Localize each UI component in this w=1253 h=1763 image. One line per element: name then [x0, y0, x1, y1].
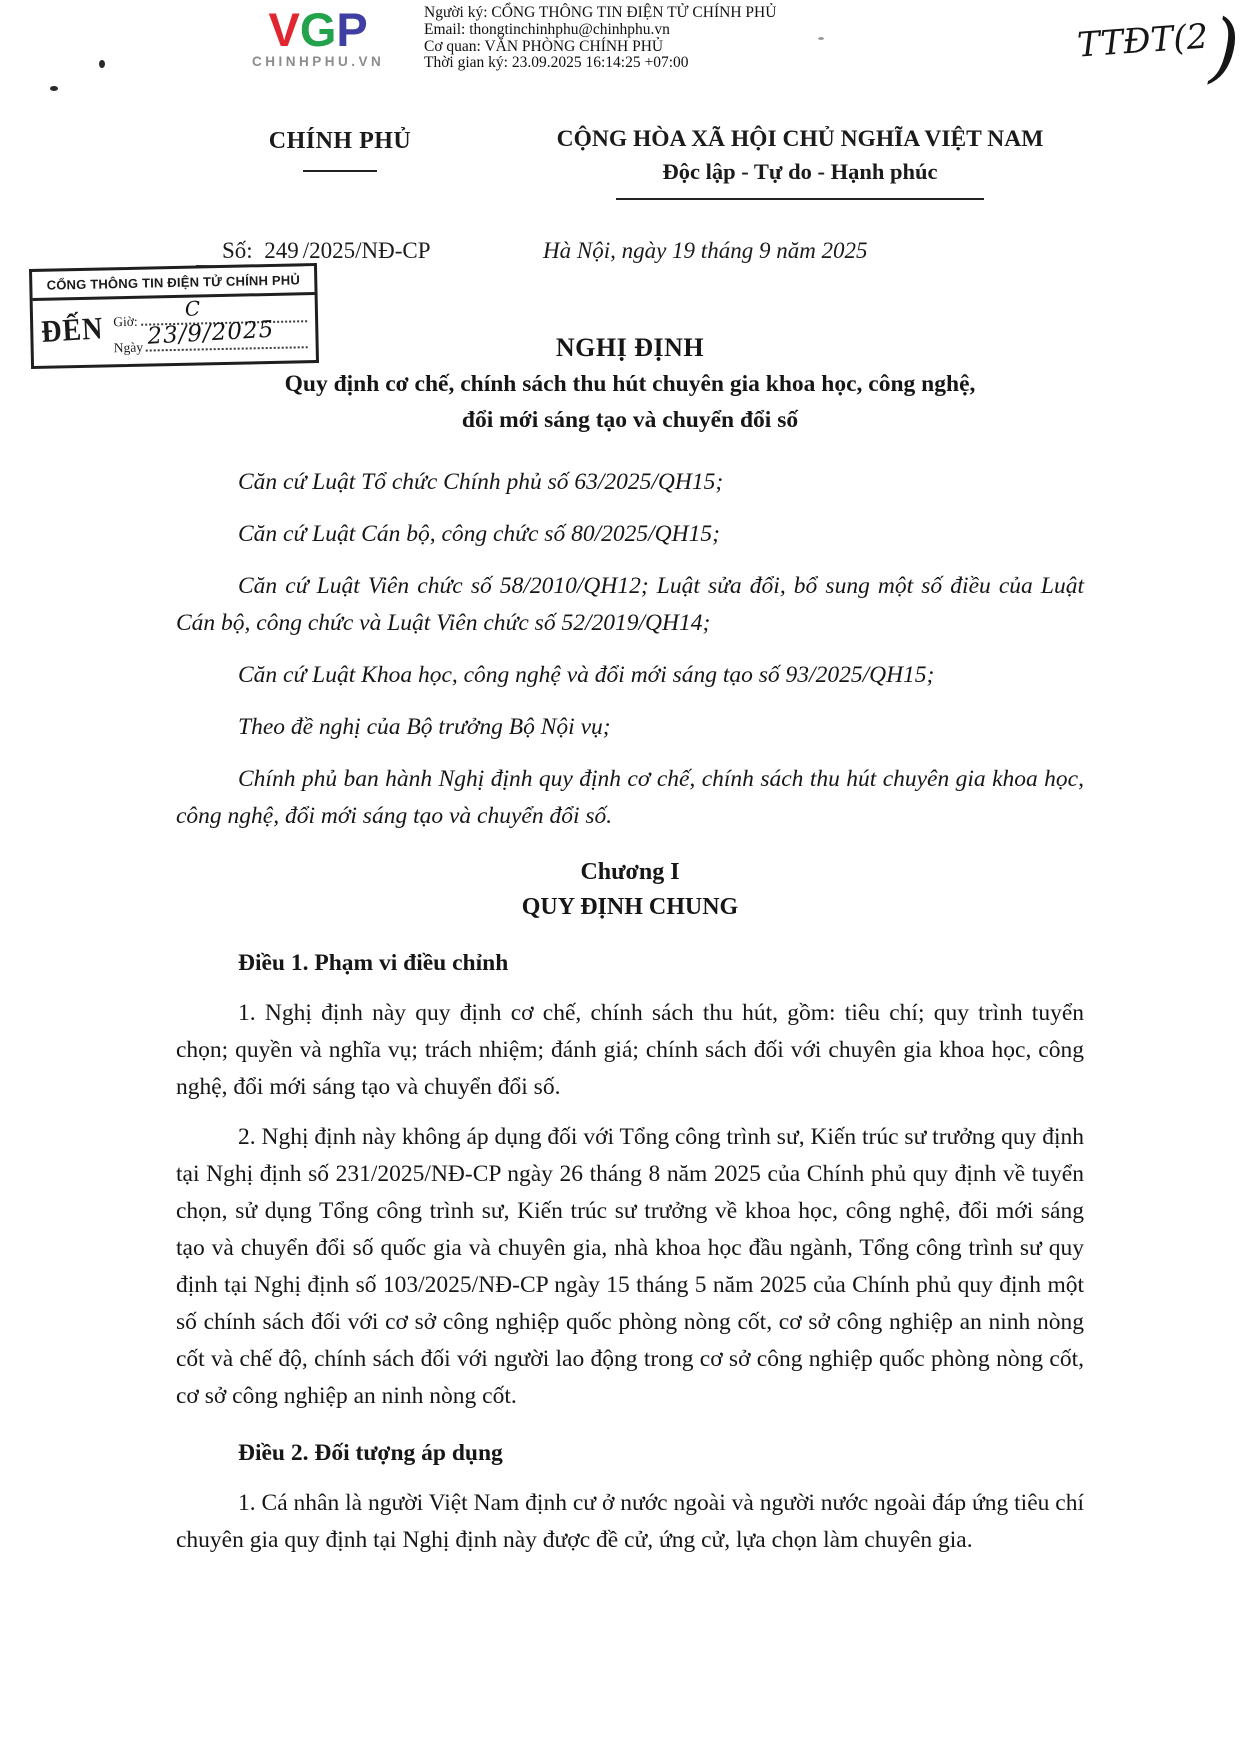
handwritten-note-text: TTĐT(2 — [1075, 16, 1210, 66]
handwritten-note — [1075, 1, 1242, 92]
vgp-logo — [252, 3, 385, 69]
article-heading: Điều 2. Đối tượng áp dụng — [238, 1440, 503, 1466]
scan-speck — [99, 60, 105, 68]
preamble-paragraph: Theo đề nghị của Bộ trưởng Bộ Nội vụ; — [238, 714, 611, 740]
decree-subject — [176, 366, 1084, 438]
decree-body — [176, 330, 1084, 1559]
decree-subject-line-1: Quy định cơ chế, chính sách thu hút chuyên gia khoa học, công nghệ, — [284, 371, 976, 397]
preamble-paragraph: Căn cứ Luật Khoa học, công nghệ và đổi mới sáng tạo số 93/2025/QH15; — [238, 662, 935, 688]
preamble-paragraph: Căn cứ Luật Tổ chức Chính phủ số 63/2025/QH15; — [238, 469, 724, 495]
decree-kind-title: NGHỊ ĐỊNH — [555, 333, 705, 362]
chapter-title: QUY ĐỊNH CHUNG — [521, 894, 739, 920]
issuer-underline — [303, 170, 377, 172]
stamp-hour-label: Giờ: — [113, 313, 138, 330]
stamp-day-handwritten: 23/9/2025 — [146, 316, 276, 350]
signature-signer: Người ký: CỔNG THÔNG TIN ĐIỆN TỬ CHÍNH PHỦ — [424, 4, 777, 21]
article-paragraph: 1. Nghị định này quy định cơ chế, chính sách thu hút, gồm: tiêu chí; quy trình tuyển chọn; quyền và nghĩa vụ; trách nhiệm; đánh giá; chính sách đối với chuyên gia khoa học, công nghệ, đổi mới sáng tạo và chuyển đổi số. — [176, 1000, 1084, 1100]
motto-underline — [616, 198, 984, 200]
stamp-hour-handwritten: C — [184, 296, 201, 322]
document-number-label: Số: — [222, 238, 253, 263]
handwritten-note-paren: ) — [1208, 1, 1242, 92]
signature-email: Email: thongtinchinhphu@chinhphu.vn — [424, 20, 670, 38]
national-header-block — [505, 126, 1095, 200]
decree-subject-line-2: đổi mới sáng tạo và chuyển đổi số — [461, 407, 799, 433]
logo-domain-text: CHINHPHU.VN — [252, 54, 385, 69]
digital-signature-block — [424, 5, 776, 72]
document-number-suffix: /2025/NĐ-CP — [302, 238, 431, 263]
national-motto: Độc lập - Tự do - Hạnh phúc — [662, 159, 938, 184]
chapter-number: Chương I — [580, 859, 680, 885]
logo-letter-p: P — [336, 3, 368, 56]
national-title: CỘNG HÒA XÃ HỘI CHỦ NGHĨA VIỆT NAM — [556, 126, 1044, 152]
scan-speck — [818, 37, 824, 40]
scan-speck — [50, 86, 58, 91]
issuer-name: CHÍNH PHỦ — [268, 128, 412, 154]
stamp-org-name: CỔNG THÔNG TIN ĐIỆN TỬ CHÍNH PHỦ — [32, 266, 315, 301]
preamble — [176, 464, 1084, 835]
article-heading: Điều 1. Phạm vi điều chỉnh — [238, 950, 509, 976]
article-2 — [176, 1435, 1084, 1559]
stamp-received-label: ĐẾN — [40, 311, 105, 350]
issuer-block — [205, 128, 475, 172]
article-1 — [176, 945, 1084, 1415]
document-number-value: 249 — [264, 238, 299, 263]
preamble-paragraph: Căn cứ Luật Viên chức số 58/2010/QH12; Luật sửa đổi, bổ sung một số điều của Luật Cán bộ, công chức và Luật Viên chức số 52/2019/QH14; — [176, 573, 1084, 636]
signature-time: Thời gian ký: 23.09.2025 16:14:25 +07:00 — [424, 54, 689, 72]
article-paragraph: 1. Cá nhân là người Việt Nam định cư ở nước ngoài và người nước ngoài đáp ứng tiêu chí chuyên gia quy định tại Nghị định này được đề cử, ứng cử, lựa chọn làm chuyên gia. — [176, 1490, 1084, 1553]
logo-letter-v: V — [268, 3, 300, 56]
place-date-line: Hà Nội, ngày 19 tháng 9 năm 2025 — [543, 238, 868, 263]
signature-agency: Cơ quan: VĂN PHÒNG CHÍNH PHỦ — [424, 37, 664, 55]
logo-letter-g: G — [299, 3, 337, 56]
preamble-paragraph: Chính phủ ban hành Nghị định quy định cơ chế, chính sách thu hút chuyên gia khoa học, công nghệ, đổi mới sáng tạo và chuyển đổi số. — [176, 766, 1084, 829]
vgp-logo-letters — [252, 3, 384, 56]
stamp-day-label: Ngày — [113, 339, 144, 356]
document-number-line — [196, 238, 430, 264]
article-paragraph: 2. Nghị định này không áp dụng đối với Tổng công trình sư, Kiến trúc sư trưởng quy định tại Nghị định số 231/2025/NĐ-CP ngày 26 tháng 8 năm 2025 của Chính phủ quy định về tuyển chọn, sử dụng Tổng công trình sư, Kiến trúc sư trưởng về khoa học, công nghệ, đổi mới sáng tạo và chuyển đổi số quốc gia và chuyên gia, nhà khoa học đầu ngành, Tổng công trình sư quy định tại Nghị định số 103/2025/NĐ-CP ngày 15 tháng 5 năm 2025 của Chính phủ quy định một số chính sách đối với cơ sở công nghiệp quốc phòng nòng cốt, cơ sở công nghiệp an ninh nòng cốt và chế độ, chính sách đối với người lao động trong cơ sở công nghiệp quốc phòng nòng cốt, cơ sở công nghiệp an ninh nòng cốt. — [176, 1124, 1084, 1409]
preamble-paragraph: Căn cứ Luật Cán bộ, công chức số 80/2025/QH15; — [238, 521, 720, 547]
chapter-heading — [176, 855, 1084, 925]
